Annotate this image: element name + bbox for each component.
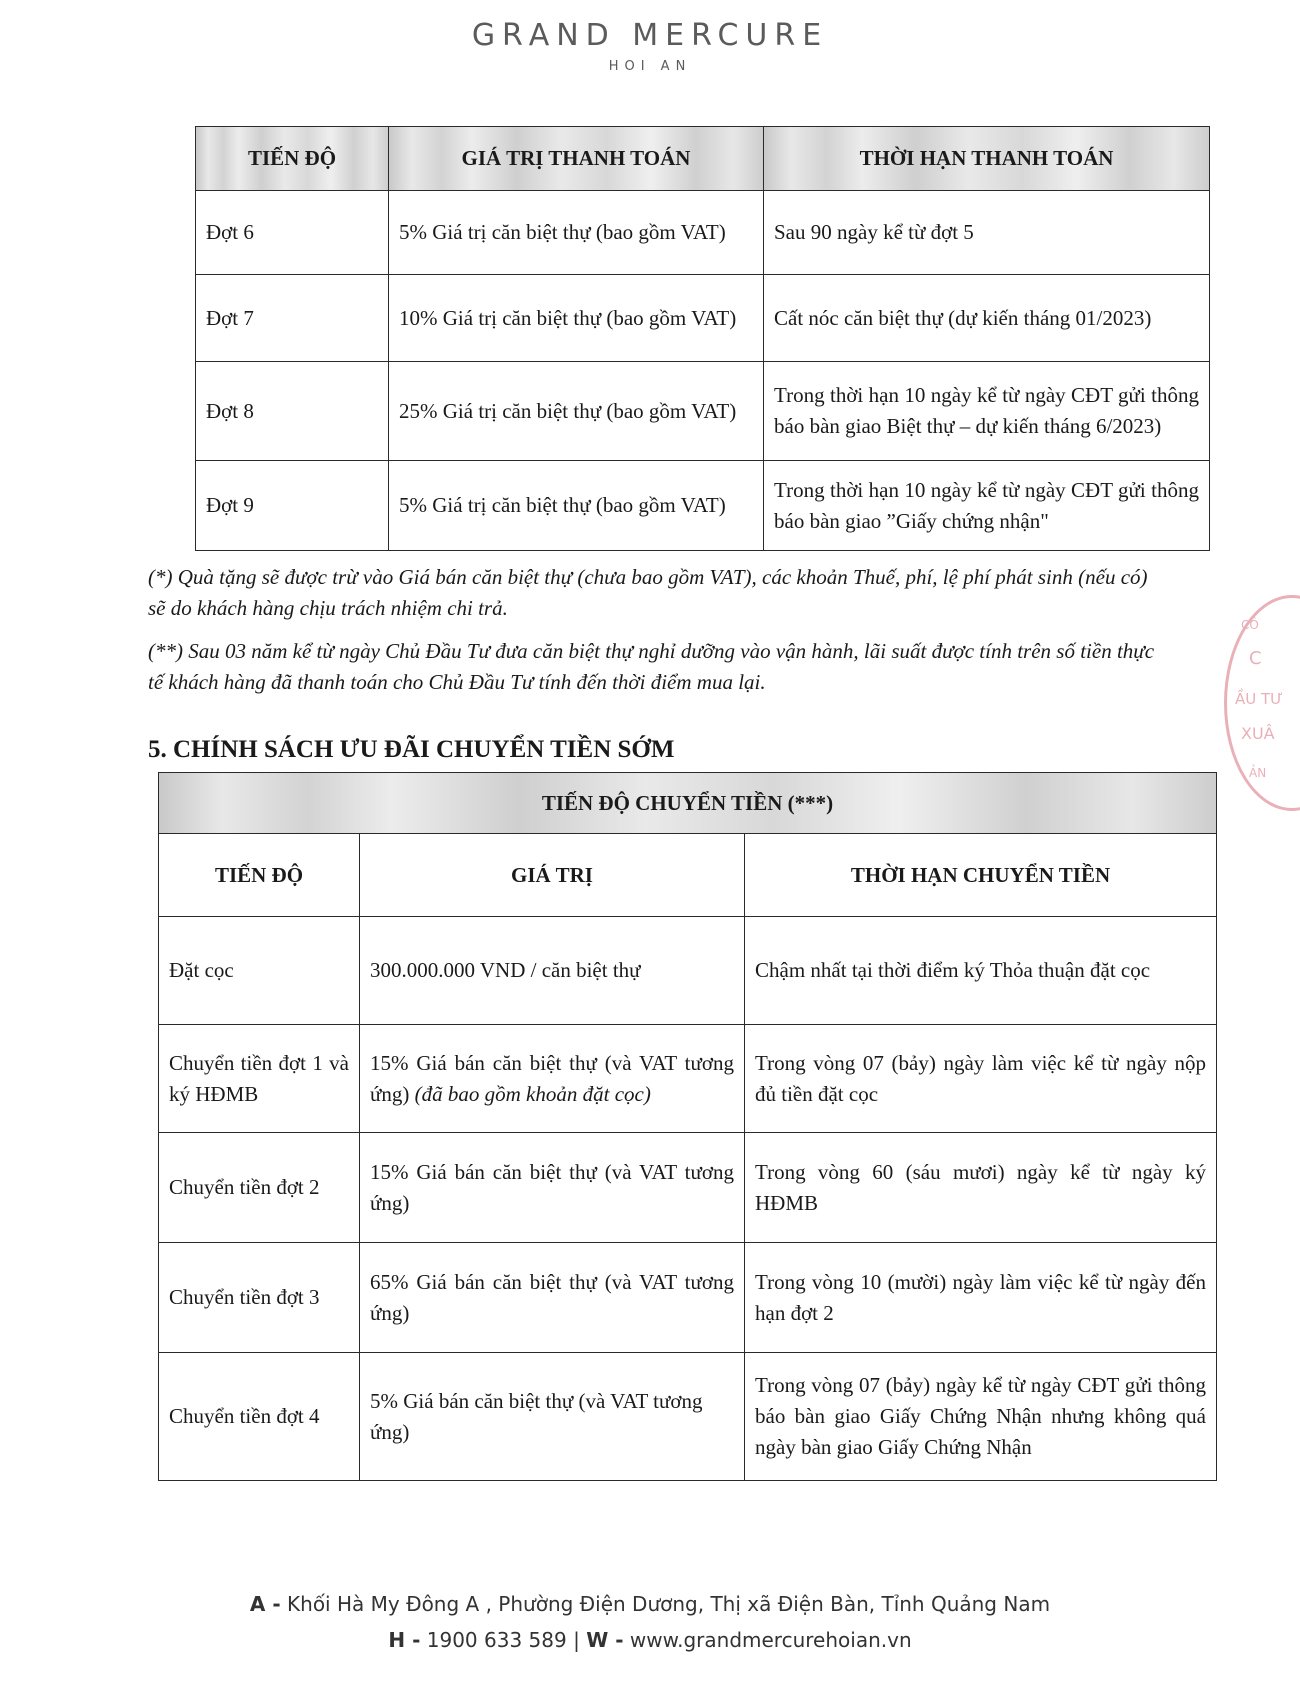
stamp-fragment: C: [1249, 648, 1262, 669]
stage-cell: Đặt cọc: [159, 917, 360, 1025]
brand-header: [0, 18, 1300, 74]
column-header-amount: GIÁ TRỊ THANH TOÁN: [389, 127, 764, 191]
column-header-deadline: THỜI HẠN THANH TOÁN: [764, 127, 1210, 191]
table-row: [159, 1025, 1217, 1133]
stage-cell: Chuyển tiền đợt 2: [159, 1133, 360, 1243]
phone-label: H -: [388, 1628, 421, 1652]
value-note: (đã bao gồm khoản đặt cọc): [414, 1081, 651, 1106]
stage-cell: Đợt 9: [196, 461, 389, 551]
value-cell: [360, 1133, 745, 1243]
footer-address: [0, 1592, 1300, 1616]
deadline-cell: Trong thời hạn 10 ngày kể từ ngày CĐT gửi thông báo bàn giao ”Giấy chứng nhận": [764, 461, 1210, 551]
value-cell: [360, 1025, 745, 1133]
deadline-cell: Trong vòng 10 (mười) ngày làm việc kể từ ngày đến hạn đợt 2: [745, 1243, 1217, 1353]
value-text: 5% Giá bán căn biệt thự (và VAT tương ứng): [370, 1388, 703, 1444]
amount-cell: 10% Giá trị căn biệt thự (bao gồm VAT): [389, 275, 764, 362]
table-row: [159, 1243, 1217, 1353]
value-text: 15% Giá bán căn biệt thự (và VAT tương ứng): [370, 1159, 734, 1215]
table-row: [196, 191, 1210, 275]
stage-cell: Đợt 8: [196, 362, 389, 461]
deadline-cell: Trong thời hạn 10 ngày kể từ ngày CĐT gửi thông báo bàn giao Biệt thự – dự kiến tháng 6/2023): [764, 362, 1210, 461]
table-row: [159, 1353, 1217, 1481]
amount-cell: 5% Giá trị căn biệt thự (bao gồm VAT): [389, 191, 764, 275]
value-text: 15% Giá bán căn biệt thự (và VAT tương ứng): [370, 1050, 734, 1106]
footnote-gift: (*) Quà tặng sẽ được trừ vào Giá bán căn biệt thự (chưa bao gồm VAT), các khoản Thuế, phí, lệ phí phát sinh (nếu có) sẽ do khách hàng chịu trách nhiệm chi trả.: [148, 565, 1148, 620]
deadline-cell: Sau 90 ngày kể từ đợt 5: [764, 191, 1210, 275]
stage-cell: Đợt 6: [196, 191, 389, 275]
stage-cell: Đợt 7: [196, 275, 389, 362]
value-cell: [360, 917, 745, 1025]
footer-contact: [0, 1628, 1300, 1652]
address-text: Khối Hà My Đông A , Phường Điện Dương, Thị xã Điện Bàn, Tỉnh Quảng Nam: [287, 1592, 1051, 1616]
table-row: [196, 461, 1210, 551]
brand-location: HOI AN: [608, 59, 692, 74]
column-header-deadline: THỜI HẠN CHUYỂN TIỀN: [745, 834, 1217, 917]
amount-cell: 25% Giá trị căn biệt thự (bao gồm VAT): [389, 362, 764, 461]
payment-schedule-table: [195, 126, 1210, 551]
value-text: 65% Giá bán căn biệt thự (và VAT tương ứng): [370, 1269, 734, 1325]
column-header-stage: TIẾN ĐỘ: [159, 834, 360, 917]
table-row: [196, 362, 1210, 461]
deadline-cell: Trong vòng 60 (sáu mươi) ngày kể từ ngày ký HĐMB: [745, 1133, 1217, 1243]
stamp-fragment: ẦU TƯ: [1235, 690, 1284, 708]
stage-cell: Chuyển tiền đợt 4: [159, 1353, 360, 1481]
deadline-cell: Trong vòng 07 (bảy) ngày làm việc kể từ ngày nộp đủ tiền đặt cọc: [745, 1025, 1217, 1133]
address-label: A -: [249, 1592, 281, 1616]
stamp-fragment: ẢN: [1249, 766, 1267, 780]
stage-cell: Chuyển tiền đợt 3: [159, 1243, 360, 1353]
phone-number: 1900 633 589: [426, 1628, 567, 1652]
stamp-fragment: XUÂ: [1241, 724, 1275, 743]
stamp-fragment: CÔ: [1241, 618, 1259, 632]
stage-cell: Chuyển tiền đợt 1 và ký HĐMB: [159, 1025, 360, 1133]
value-text: 300.000.000 VND / căn biệt thự: [370, 958, 641, 982]
value-cell: [360, 1243, 745, 1353]
section-title: 5. CHÍNH SÁCH ƯU ĐÃI CHUYỂN TIỀN SỚM: [148, 736, 675, 763]
table-header-row: [159, 834, 1217, 917]
table-row: [159, 917, 1217, 1025]
table-banner: TIẾN ĐỘ CHUYỂN TIỀN (***): [159, 773, 1217, 834]
website-link[interactable]: www.grandmercurehoian.vn: [629, 1628, 912, 1652]
footnote-interest: (**) Sau 03 năm kể từ ngày Chủ Đầu Tư đưa căn biệt thự nghỉ dưỡng vào vận hành, lãi suất được tính trên số tiền thực tế khách hàng đã thanh toán cho Chủ Đầu Tư tính đến thời điểm mua lại.: [148, 639, 1155, 694]
brand-name: GRAND MERCURE: [471, 18, 829, 53]
value-cell: [360, 1353, 745, 1481]
early-transfer-table: [158, 772, 1217, 1481]
table-row: [196, 275, 1210, 362]
company-stamp: [1224, 595, 1300, 811]
table-banner-row: [159, 773, 1217, 834]
table-row: [159, 1133, 1217, 1243]
web-label: W -: [586, 1628, 624, 1652]
table-header-row: [196, 127, 1210, 191]
deadline-cell: Chậm nhất tại thời điểm ký Thỏa thuận đặt cọc: [745, 917, 1217, 1025]
amount-cell: 5% Giá trị căn biệt thự (bao gồm VAT): [389, 461, 764, 551]
deadline-cell: Cất nóc căn biệt thự (dự kiến tháng 01/2023): [764, 275, 1210, 362]
deadline-cell: Trong vòng 07 (bảy) ngày kể từ ngày CĐT gửi thông báo bàn giao Giấy Chứng Nhận nhưng không quá ngày bàn giao Giấy Chứng Nhận: [745, 1353, 1217, 1481]
column-header-value: GIÁ TRỊ: [360, 834, 745, 917]
footer-separator: |: [573, 1628, 580, 1652]
column-header-stage: TIẾN ĐỘ: [196, 127, 389, 191]
